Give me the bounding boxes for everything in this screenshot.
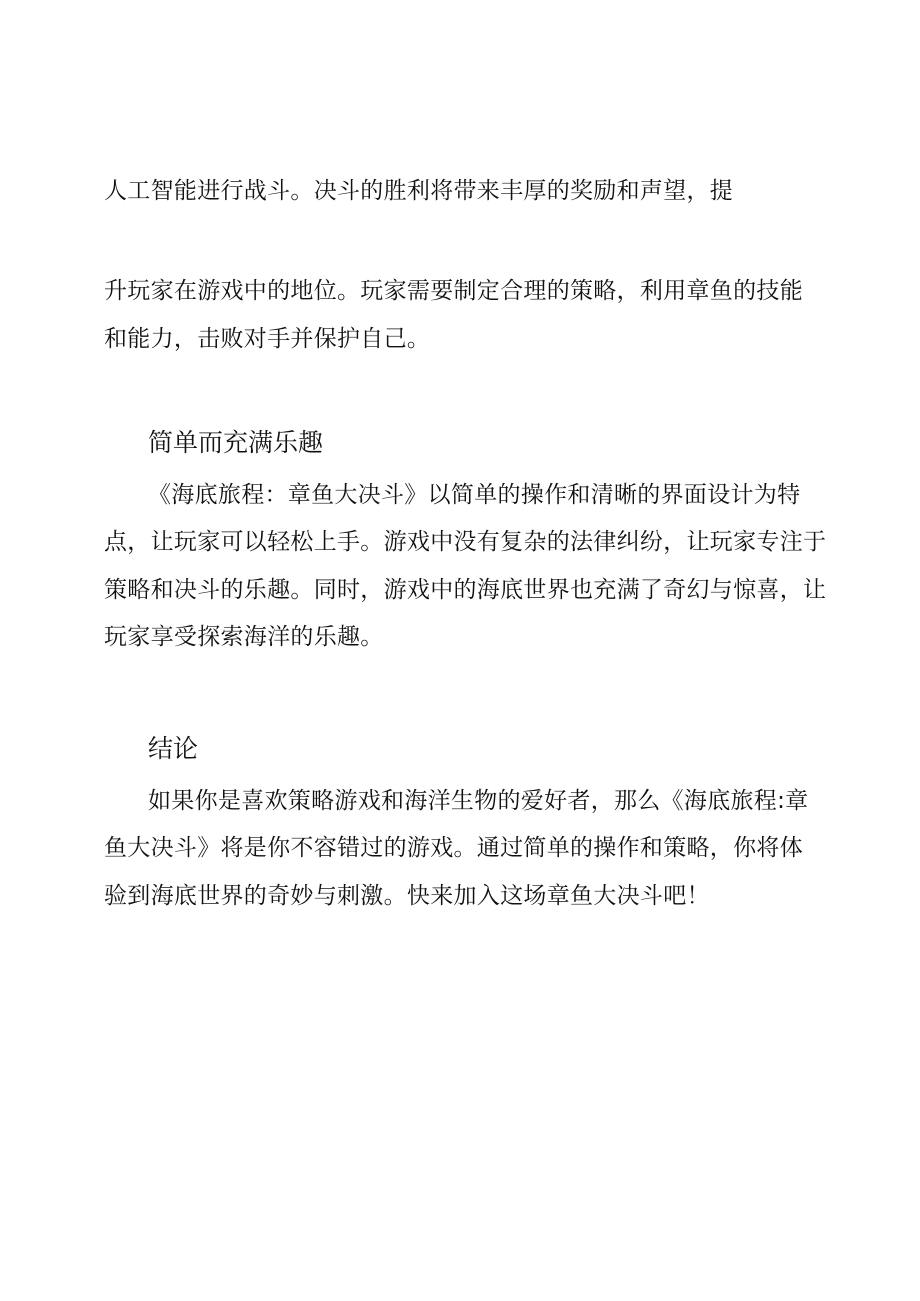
section-heading-conclusion: 结论 — [148, 734, 199, 763]
section-heading-simple: 简单而充满乐趣 — [148, 428, 324, 457]
conclusion-line-1: 如果你是喜欢策略游戏和海洋生物的爱好者，那么《海底旅程:章 — [148, 788, 809, 814]
intro-line-2: 升玩家在游戏中的地位。玩家需要制定合理的策略，利用章鱼的技能 — [104, 278, 803, 304]
simple-line-3: 策略和决斗的乐趣。同时，游戏中的海底世界也充满了奇幻与惊喜，让 — [104, 577, 827, 603]
conclusion-line-3: 验到海底世界的奇妙与刺激。快来加入这场章鱼大决斗吧！ — [104, 883, 710, 909]
simple-line-2: 点，让玩家可以轻松上手。游戏中没有复杂的法律纠纷，让玩家专注于 — [104, 529, 827, 555]
intro-line-1: 人工智能进行战斗。决斗的胜利将带来丰厚的奖励和声望，提 — [104, 178, 734, 204]
intro-line-3: 和能力，击败对手并保护自己。 — [104, 326, 431, 352]
simple-line-4: 玩家享受探索海洋的乐趣。 — [104, 624, 384, 650]
conclusion-line-2: 鱼大决斗》将是你不容错过的游戏。通过简单的操作和策略，你将体 — [104, 835, 803, 861]
simple-line-1: 《海底旅程：章鱼大决斗》以简单的操作和清晰的界面设计为特 — [148, 482, 801, 508]
